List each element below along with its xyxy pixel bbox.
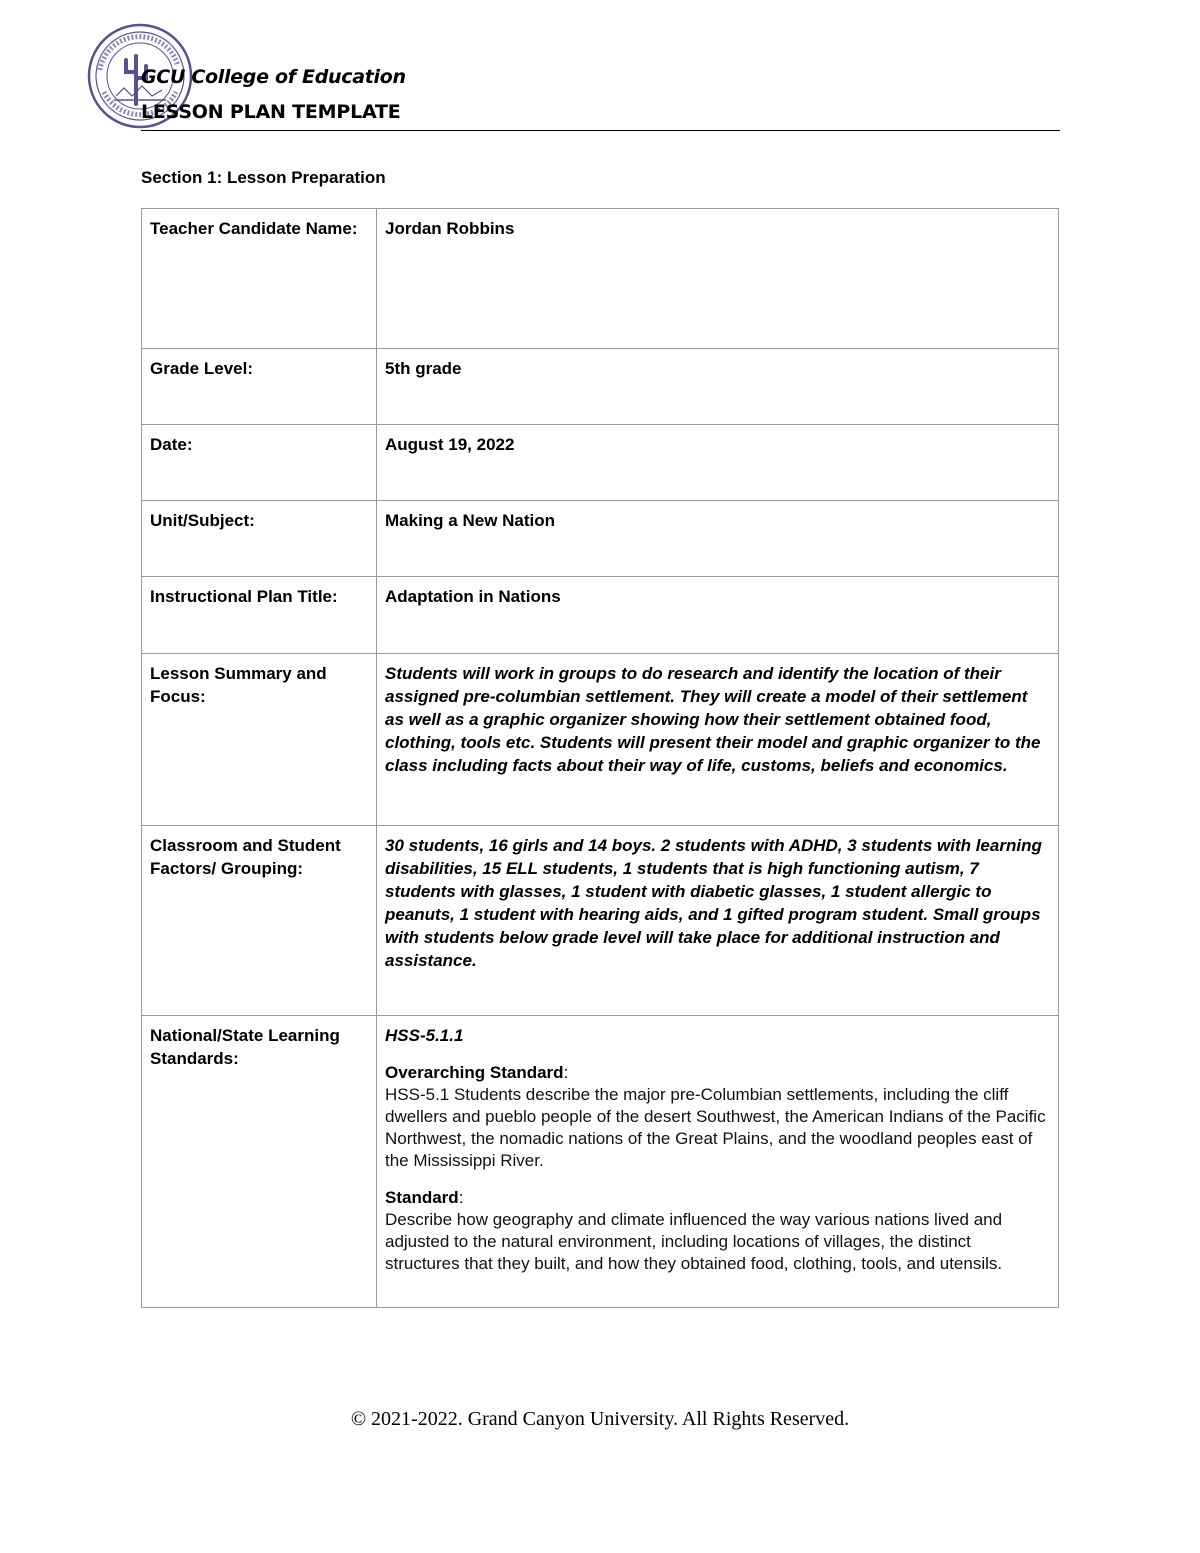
table-row <box>142 349 1059 425</box>
grade-level-value: 5th grade <box>377 349 1059 425</box>
copyright-footer: © 2021-2022. Grand Canyon University. All Rights Reserved. <box>350 1408 850 1430</box>
row-label: Unit/Subject: <box>142 501 377 577</box>
table-row <box>142 425 1059 501</box>
standard-heading-text: Standard <box>385 1188 459 1207</box>
plan-title-value: Adaptation in Nations <box>377 577 1059 654</box>
table-row <box>142 826 1059 1016</box>
unit-subject-value: Making a New Nation <box>377 501 1059 577</box>
date-value: August 19, 2022 <box>377 425 1059 501</box>
row-label: Date: <box>142 425 377 501</box>
lesson-summary-value: Students will work in groups to do research and identify the location of their assigned pre-columbian settlement. They will create a model of their settlement as well as a graphic organizer showing how their settlement obtained food, clothing, tools etc. Students will present their model and graphic organizer to the class including facts about their way of life, customs, beliefs and economics. <box>377 654 1059 826</box>
table-row <box>142 209 1059 349</box>
overarching-standard-text: HSS-5.1 Students describe the major pre-Columbian settlements, including the cliff dwellers and pueblo people of the desert Southwest, the American Indians of the Pacific Northwest, the nomadic nations of the Great Plains, and the woodland peoples east of the Mississippi River. <box>385 1085 1046 1170</box>
lesson-prep-table <box>141 208 1059 1308</box>
table-row <box>142 501 1059 577</box>
table-row <box>142 1016 1059 1308</box>
overarching-standard-heading: Overarching Standard: <box>385 1063 569 1082</box>
row-label: Classroom and Student Factors/ Grouping: <box>142 826 377 1016</box>
template-title: LESSON PLAN TEMPLATE <box>141 101 401 123</box>
row-label: Teacher Candidate Name: <box>142 209 377 349</box>
table-row <box>142 577 1059 654</box>
row-label: Instructional Plan Title: <box>142 577 377 654</box>
table-row <box>142 654 1059 826</box>
section-title: Section 1: Lesson Preparation <box>141 168 386 187</box>
standard-code: HSS-5.1.1 <box>385 1026 464 1045</box>
learning-standards-cell <box>377 1016 1059 1308</box>
teacher-candidate-name: Jordan Robbins <box>377 209 1059 349</box>
row-label: National/State Learning Standards: <box>142 1016 377 1308</box>
college-name: GCU College of Education <box>141 66 406 88</box>
classroom-factors-value: 30 students, 16 girls and 14 boys. 2 students with ADHD, 3 students with learning disabilities, 15 ELL students, 1 students that is high functioning autism, 7 students with glasses, 1 student with diabetic glasses, 1 student allergic to peanuts, 1 student with hearing aids, and 1 gifted program student. Small groups with students below grade level will take place for additional instruction and assistance. <box>377 826 1059 1016</box>
standard-heading: Standard: <box>385 1188 464 1207</box>
row-label: Lesson Summary and Focus: <box>142 654 377 826</box>
standard-text: Describe how geography and climate influenced the way various nations lived and adjusted to the natural environment, including locations of villages, the distinct structures that they built, and how they obtained food, clothing, tools, and utensils. <box>385 1210 1003 1273</box>
header-divider <box>141 130 1060 131</box>
row-label: Grade Level: <box>142 349 377 425</box>
overarching-heading-text: Overarching Standard <box>385 1063 564 1082</box>
